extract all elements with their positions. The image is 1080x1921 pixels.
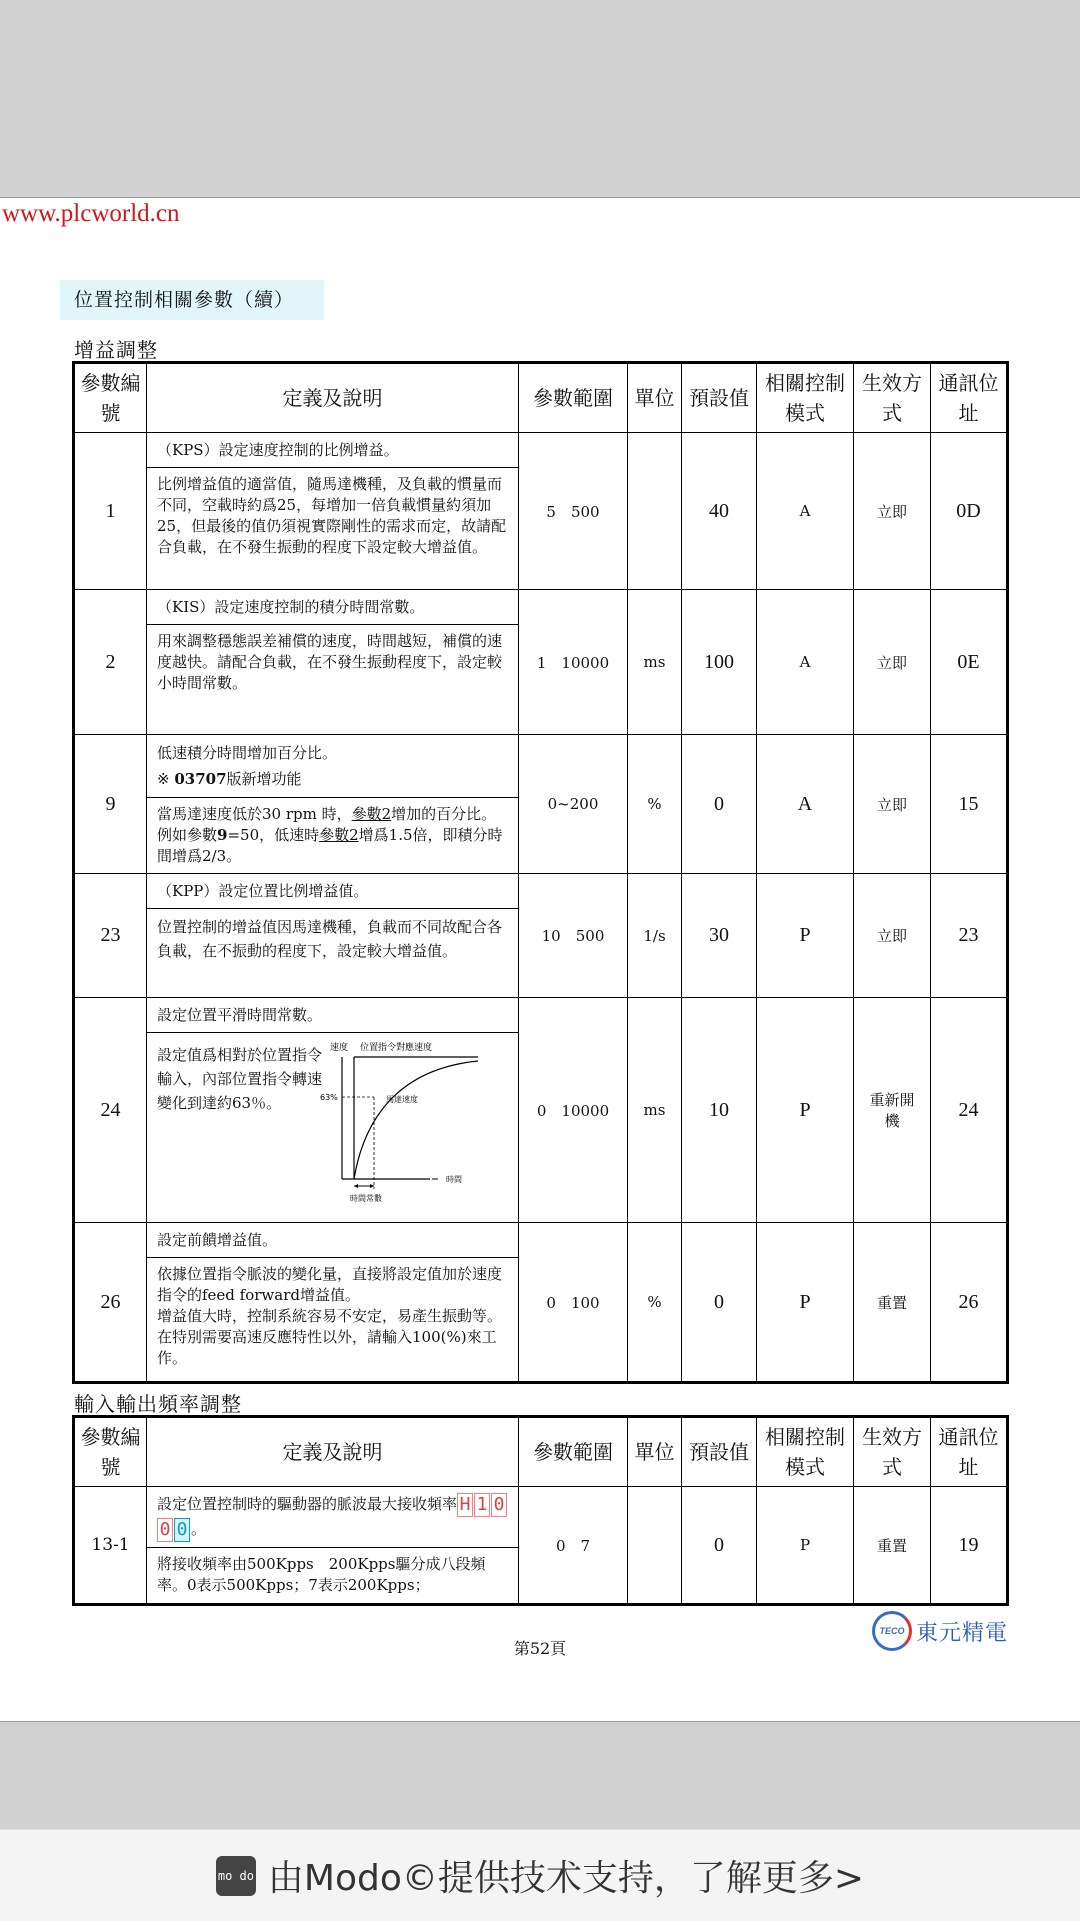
param-number: 26: [74, 1223, 147, 1383]
table-row: [74, 433, 1008, 590]
note-text: 版新增功能: [226, 770, 302, 788]
param-description-head: （KPS）設定速度控制的比例增益。: [147, 433, 518, 468]
param-unit: %: [628, 735, 682, 874]
header-range: 參數範圍: [519, 363, 628, 433]
param-unit: 1/s: [628, 874, 682, 998]
param-range: 10 500: [519, 874, 628, 998]
param-ref: 參數2: [319, 826, 359, 844]
param-unit: [628, 1487, 682, 1605]
param-description-body: [147, 1033, 518, 1220]
param-address: 23: [931, 874, 1008, 998]
param-default: 0: [682, 735, 757, 874]
display-digit-active: 0: [174, 1518, 190, 1542]
param-number: 9: [74, 735, 147, 874]
param-description-head: （KIS）設定速度控制的積分時間常數。: [147, 590, 518, 625]
param-number: 1: [74, 433, 147, 590]
param-effect: 重置: [854, 1487, 931, 1605]
param-description-body: 比例增益值的適當值，隨馬達機種，及負載的慣量而不同，空載時約爲25，每增加一倍負載慣量約須加25，但最後的值仍須視實際剛性的需求而定，故請配合負載，在不發生振動的程度下設定較大增益值。: [157, 475, 507, 556]
param-range: 1 10000: [519, 590, 628, 735]
param-description-head: [147, 1487, 518, 1548]
param-ref-bold: 9: [217, 826, 228, 844]
param-default: 100: [682, 590, 757, 735]
param-default: 40: [682, 433, 757, 590]
header-address: 通訊位址: [931, 363, 1008, 433]
gain-parameter-table: [72, 361, 1009, 1384]
param-description-head: （KPP）設定位置比例增益值。: [147, 874, 518, 909]
param-description-head: [147, 735, 518, 798]
param-description: [147, 735, 519, 874]
param-description-body: 位置控制的增益值因馬達機種，負載而不同故配合各負載，在不振動的程度下，設定較大增益值。: [157, 918, 503, 960]
header-default: 預設值: [682, 1417, 757, 1487]
smoothing-time-constant-figure: [320, 1039, 508, 1214]
teco-logo-text: 東元精電: [916, 1620, 1009, 1646]
param-default: 0: [682, 1487, 757, 1605]
param-ref: 參數2: [351, 805, 392, 823]
param-description: [147, 590, 519, 735]
param-address: 26: [931, 1223, 1008, 1383]
header-unit: 單位: [628, 1417, 682, 1487]
param-description-body: 將接收頻率由500Kpps 200Kpps驅分成八段頻率。0表示500Kpps；7表示200Kpps；: [157, 1555, 486, 1594]
footer-link-text[interactable]: 由Modo©提供技术支持，了解更多>: [267, 1858, 865, 1899]
header-param-number: 參數編號: [74, 1417, 147, 1487]
param-description: [147, 433, 519, 590]
param-range: 0 100: [519, 1223, 628, 1383]
head-line-2: [157, 766, 508, 792]
param-mode: P: [757, 1223, 854, 1383]
param-number: 24: [74, 998, 147, 1223]
display-digit: 0: [157, 1518, 173, 1542]
param-unit: ms: [628, 590, 682, 735]
param-effect: 立即: [854, 433, 931, 590]
fig-63-label: 63%: [320, 1093, 338, 1102]
param-unit: ms: [628, 998, 682, 1223]
header-control-mode: 相關控制模式: [757, 1417, 854, 1487]
figure-caption: 設定值爲相對於位置指令輸入，內部位置指令轉速變化到達約63％。: [157, 1046, 323, 1112]
header-effect: 生效方式: [854, 1417, 931, 1487]
header-address: 通訊位址: [931, 1417, 1008, 1487]
fig-tc-label: 時間常數: [350, 1194, 382, 1203]
head-text: 設定位置控制時的驅動器的脈波最大接收頻率: [157, 1495, 458, 1513]
param-address: 15: [931, 735, 1008, 874]
display-digit: 0: [491, 1493, 507, 1517]
header-definition: 定義及說明: [147, 1417, 519, 1487]
param-address: 19: [931, 1487, 1008, 1605]
header-default: 預設值: [682, 363, 757, 433]
body-paragraph-1: 依據位置指令脈波的變化量，直接將設定值加於速度指令的feed forward增益值。: [157, 1265, 503, 1304]
fig-response-curve: [354, 1061, 478, 1179]
header-control-mode: 相關控制模式: [757, 363, 854, 433]
param-description-body: [147, 798, 518, 873]
param-description: [147, 998, 519, 1223]
table-row: [74, 1223, 1008, 1383]
param-mode: A: [757, 433, 854, 590]
param-range: 0~200: [519, 735, 628, 874]
header-unit: 單位: [628, 363, 682, 433]
table-row: [74, 874, 1008, 998]
param-number: 23: [74, 874, 147, 998]
param-address: 0E: [931, 590, 1008, 735]
param-range: 0 10000: [519, 998, 628, 1223]
head-line-1: 低速積分時間增加百分比。: [157, 744, 338, 762]
param-number: 13-1: [74, 1487, 147, 1605]
param-default: 10: [682, 998, 757, 1223]
param-description-body: 用來調整穩態誤差補償的速度，時間越短，補償的速度越快。請配合負載，在不發生振動程度下，設定較小時間常數。: [157, 632, 503, 692]
param-unit: %: [628, 1223, 682, 1383]
table-header-row: [74, 363, 1008, 433]
table-header-row: [74, 1417, 1008, 1487]
header-effect: 生效方式: [854, 363, 931, 433]
param-number: 2: [74, 590, 147, 735]
param-address: 24: [931, 998, 1008, 1223]
modo-footer-banner[interactable]: [0, 1829, 1080, 1921]
fig-cmd-label: 位置指令對應速度: [360, 1043, 433, 1053]
table-row: [74, 1487, 1008, 1605]
param-description-head: 設定位置平滑時間常數。: [147, 998, 518, 1033]
param-effect: 立即: [854, 735, 931, 874]
table-row: [74, 735, 1008, 874]
param-description: [147, 874, 519, 998]
io-parameter-table: [72, 1415, 1009, 1606]
param-mode: A: [757, 735, 854, 874]
modo-icon: mo do: [216, 1856, 256, 1896]
body-paragraph-2: 增益值大時，控制系統容易不安定，易產生振動等。在特別需要高速反應特性以外，請輸入100(%)來工作。: [157, 1307, 503, 1367]
page-number: 第52頁: [513, 1639, 567, 1658]
param-description-body: [147, 1258, 518, 1375]
param-effect: 立即: [854, 874, 931, 998]
param-mode: A: [757, 590, 854, 735]
fig-y-label: 速度: [330, 1043, 349, 1053]
display-digit: 1: [474, 1493, 490, 1517]
param-effect: 重新開機: [854, 998, 931, 1223]
display-digit: H: [457, 1493, 473, 1517]
table-row: [74, 590, 1008, 735]
param-default: 0: [682, 1223, 757, 1383]
body-text: 增爲1.5倍，即積分時間增爲2/3。: [157, 826, 503, 865]
note-mark: ※: [157, 770, 175, 788]
table-row: [74, 998, 1008, 1223]
body-text: 增加的百分比。例如參數: [157, 805, 497, 844]
head-suffix: 。: [191, 1520, 207, 1538]
param-default: 30: [682, 874, 757, 998]
param-mode: P: [757, 1487, 854, 1605]
param-range: 0 7: [519, 1487, 628, 1605]
watermark-url[interactable]: www.plcworld.cn: [2, 200, 180, 227]
io-subtitle: 輸入輸出頻率調整: [74, 1392, 242, 1416]
teco-logo-mark: TECO: [872, 1611, 912, 1651]
param-description: [147, 1223, 519, 1383]
body-text: 當馬達速度低於30 rpm 時，: [157, 805, 352, 823]
param-effect: 重置: [854, 1223, 931, 1383]
document-page: [0, 197, 1080, 1722]
param-effect: 立即: [854, 590, 931, 735]
param-range: 5 500: [519, 433, 628, 590]
param-mode: P: [757, 998, 854, 1223]
body-text: =50，低速時: [227, 826, 320, 844]
header-range: 參數範圍: [519, 1417, 628, 1487]
fig-motor-label: 馬達速度: [386, 1095, 418, 1104]
param-description-head: 設定前饋增益值。: [147, 1223, 518, 1258]
param-mode: P: [757, 874, 854, 998]
version-number: 03707: [174, 770, 227, 788]
section-title: 位置控制相關參數（續）: [60, 280, 324, 320]
param-unit: [628, 433, 682, 590]
param-description: [147, 1487, 519, 1605]
gain-subtitle: 增益調整: [74, 338, 158, 362]
fig-time-label: 時間: [446, 1175, 462, 1184]
header-param-number: 參數編號: [74, 363, 147, 433]
header-definition: 定義及說明: [147, 363, 519, 433]
param-address: 0D: [931, 433, 1008, 590]
